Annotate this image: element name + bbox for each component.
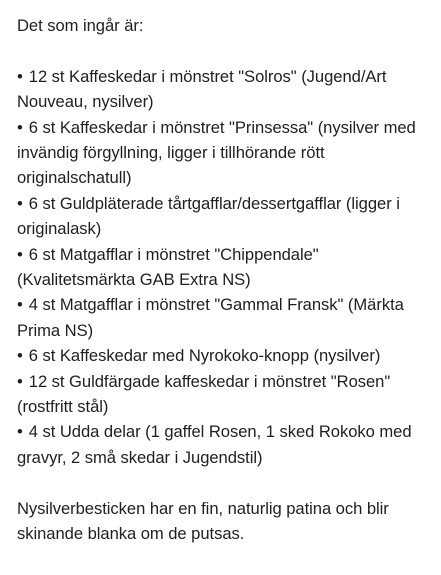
list-item [17,292,437,343]
list-item-text: 12 st Guldfärgade kaffeskedar i mönstret "Rosen" (rostfritt stål) [17,371,391,417]
list-item-text: 12 st Kaffeskedar i mönstret "Solros" (Jugend/Art Nouveau, nysilver) [17,66,387,112]
list-item-text: 6 st Matgafflar i mönstret "Chippendale" (Kvalitetsmärkta GAB Extra NS) [17,244,319,290]
list-item-text: 4 st Udda delar (1 gaffel Rosen, 1 sked Rokoko med gravyr, 2 små skedar i Jugendstil) [17,422,412,467]
list-item [17,343,437,368]
bullet: • [17,295,23,315]
bullet: • [17,422,23,442]
bullet: • [17,244,23,264]
bullet: • [17,117,23,137]
intro-text: Det som ingår är: [17,16,144,35]
item-list [17,64,437,471]
list-item [17,64,437,115]
list-item [17,369,437,420]
message-body [17,13,437,547]
bullet: • [17,346,23,366]
list-item [17,115,437,191]
outro-text: Nysilverbesticken har en fin, naturlig patina och blir skinande blanka om de putsas. [17,498,389,544]
bullet: • [17,193,23,213]
list-item-text: 6 st Guldpläterade tårtgafflar/dessertgafflar (ligger i originalask) [17,193,400,239]
bullet: • [17,66,23,86]
list-item-text: 6 st Kaffeskedar med Nyrokoko-knopp (nysilver) [28,346,381,366]
list-item-text: 4 st Matgafflar i mönstret "Gammal Fransk" (Märkta Prima NS) [17,295,404,340]
bullet: • [17,371,23,391]
list-item [17,242,437,293]
list-item [17,191,437,242]
list-item-text: 6 st Kaffeskedar i mönstret "Prinsessa" (nysilver med invändig förgyllning, ligger i tillhörande rött originalschatull) [17,117,416,188]
list-item [17,419,437,470]
